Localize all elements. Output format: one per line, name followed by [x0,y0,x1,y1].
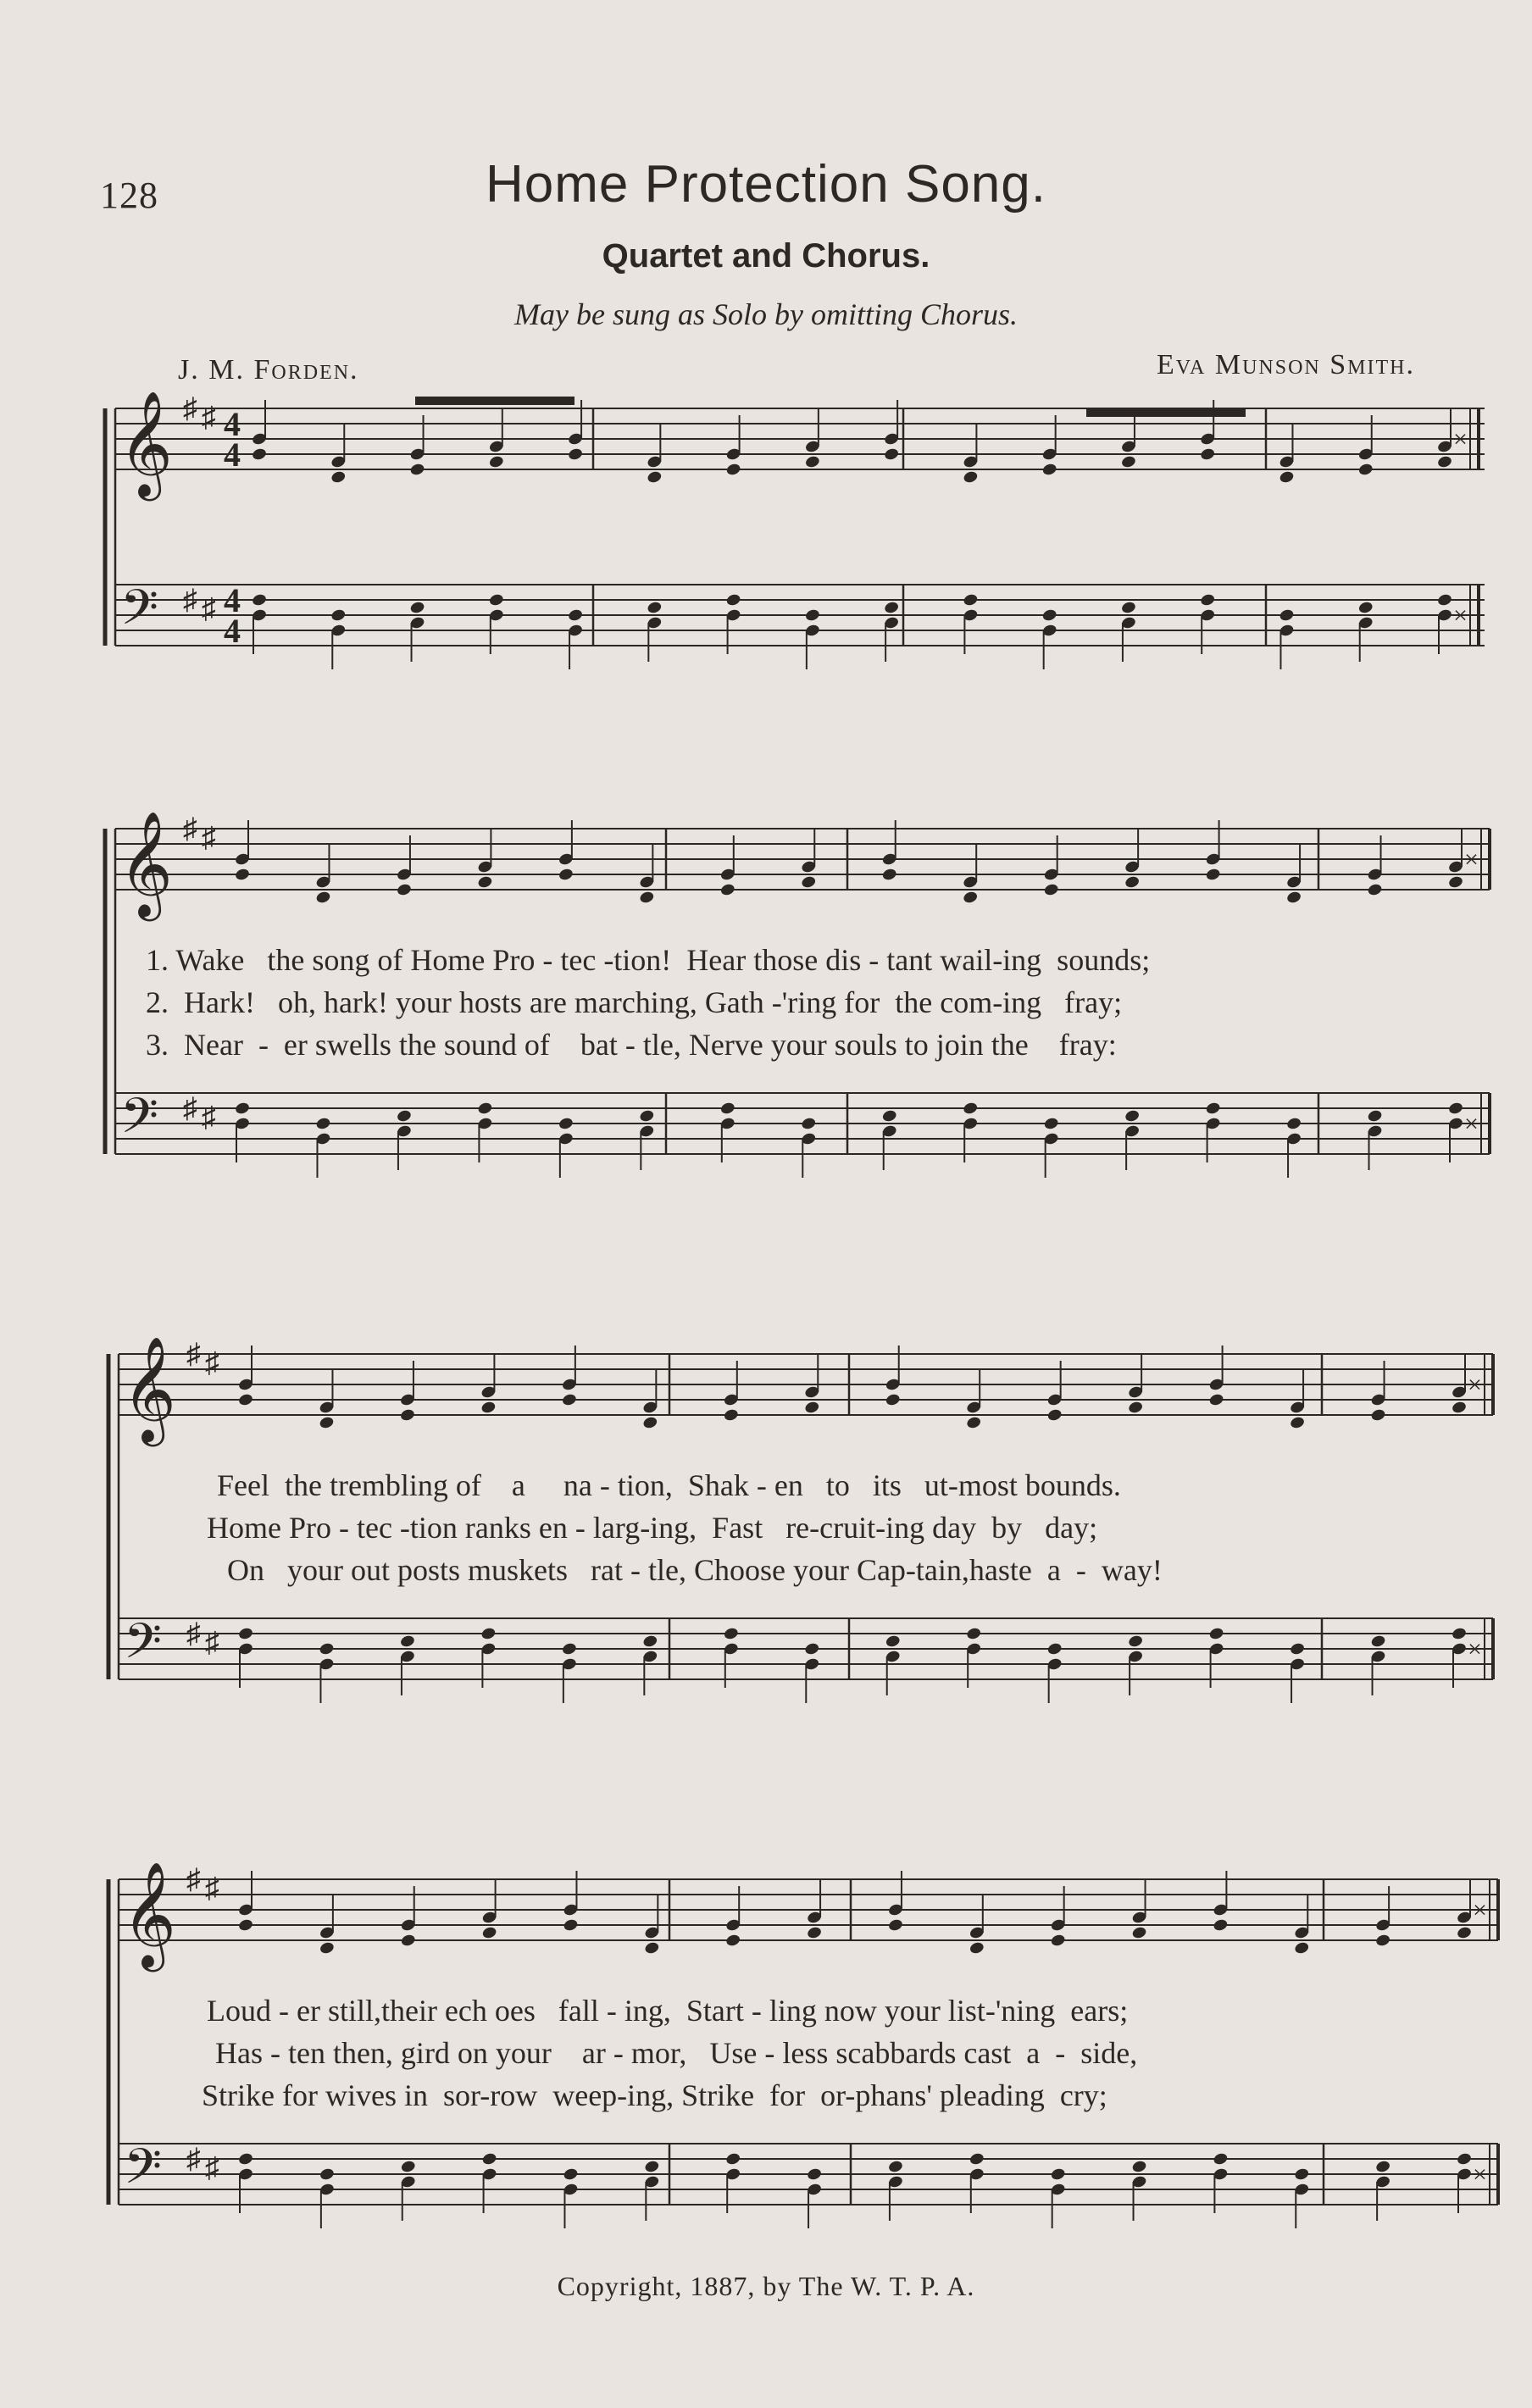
lyric-line-verse-1: 1. Wake the song of Home Pro - tec -tion! Hear those dis - tant wail-ing sounds; [146,943,1151,977]
note-head [481,2152,497,2167]
note-head [884,447,900,462]
note-head [1205,868,1221,882]
note-head [1456,2152,1472,2167]
note-head [234,1101,250,1116]
note-head [642,1416,658,1430]
note-head [330,470,347,485]
note-head [725,1934,741,1948]
note-head [563,2167,579,2182]
note-head [1131,2160,1147,2174]
rest-icon: × [1468,1371,1482,1399]
sharp-sign-icon: ♯ [186,1864,201,1896]
note-head [1367,1109,1383,1124]
note-head [1451,1627,1467,1641]
note-head [644,1941,660,1956]
note-head [1289,1642,1305,1656]
note-head [396,883,412,897]
note-head [966,1416,982,1430]
note-head [804,608,820,623]
note-head [477,1101,493,1116]
note-head [725,2152,741,2167]
note-head [567,447,583,462]
note-head [725,593,741,608]
note-head [1200,593,1216,608]
lyric-line-verse-1: Loud - er still,their ech oes fall - ing, Start - ling now your list-'ning ears; [207,1994,1129,2028]
sharp-sign-icon: ♯ [183,813,197,846]
note-head [881,1109,897,1124]
note-head [969,2152,985,2167]
note-head [1124,875,1141,890]
note-head [801,1117,817,1131]
note-head [1357,601,1374,615]
bass-clef-icon: 𝄢 [120,579,159,648]
note-head [806,1926,822,1940]
page-number: 128 [100,175,158,216]
note-head [719,1101,735,1116]
note-head [319,1416,335,1430]
lyric-line-verse-3: 3. Near - er swells the sound of bat - tle, Nerve your souls to join the fray: [146,1028,1117,1062]
treble-clef-icon: 𝄞 [119,811,173,917]
note-head [409,463,425,477]
sharp-sign-icon: ♯ [183,585,197,617]
rest-icon: × [1464,1110,1479,1138]
note-head [1285,1117,1302,1131]
note-head [558,1117,574,1131]
note-head [1120,601,1136,615]
note-head [887,1918,903,1933]
note-head [1128,1401,1144,1415]
lyricist-credit: Eva Munson Smith. [1157,349,1415,380]
note-head [330,608,347,623]
note-head [400,2160,416,2174]
note-head [1357,463,1374,477]
note-head [963,470,979,485]
note-beam [415,397,574,405]
note-head [642,1634,658,1649]
note-head [237,2152,253,2167]
note-head [969,1941,985,1956]
note-head [1046,1408,1063,1423]
note-head [477,875,493,890]
bass-clef-icon: 𝄢 [124,2138,163,2207]
note-head [1447,875,1463,890]
note-head [481,1926,497,1940]
note-head [1208,1393,1224,1407]
note-head [963,891,979,905]
note-head [480,1401,497,1415]
note-head [399,1634,415,1649]
note-head [237,1627,253,1641]
sharp-sign-icon: ♯ [186,1339,201,1371]
note-head [1370,1634,1386,1649]
note-head [234,868,250,882]
note-head [1451,1401,1467,1415]
note-head [644,2160,660,2174]
performance-note: May be sung as Solo by omitting Chorus. [514,297,1018,331]
note-head [1213,2152,1229,2167]
note-head [1205,1101,1221,1116]
note-head [315,1117,331,1131]
note-head [1375,2160,1391,2174]
note-head [639,1109,655,1124]
lyric-line-verse-1: Feel the trembling of a na - tion, Shak - en to its ut-most bounds. [217,1468,1121,1502]
lyric-line-verse-3: On your out posts muskets rat - tle, Choose your Cap-tain,haste a - way! [227,1553,1163,1587]
rest-icon: × [1453,602,1468,630]
note-head [1370,1408,1386,1423]
note-head [1043,883,1059,897]
note-head [963,593,979,608]
note-head [647,470,663,485]
note-head [963,1101,979,1116]
rest-icon: × [1473,2161,1487,2189]
note-head [1046,1642,1063,1656]
note-head [561,1393,577,1407]
sharp-sign-icon: ♯ [186,1618,201,1651]
note-head [647,601,663,615]
note-head [723,1408,739,1423]
song-title: Home Protection Song. [485,155,1046,214]
sharp-sign-icon: ♯ [205,2152,219,2184]
note-head [1041,463,1057,477]
note-head [884,601,900,615]
note-head [1294,1941,1310,1956]
sharp-sign-icon: ♯ [183,393,197,425]
note-head [488,593,504,608]
sharp-sign-icon: ♯ [202,593,216,625]
sharp-sign-icon: ♯ [183,1093,197,1125]
note-head [251,447,267,462]
note-head [804,1401,820,1415]
note-head [1208,1627,1224,1641]
sharp-sign-icon: ♯ [205,1627,219,1659]
time-signature: 4 [224,436,241,474]
lyric-line-verse-2: Home Pro - tec -tion ranks en - larg-ing, Fast re-cruit-ing day by day; [207,1511,1098,1545]
note-head [237,1918,253,1933]
note-head [1120,455,1136,469]
note-head [563,1918,579,1933]
note-head [804,1642,820,1656]
note-head [966,1627,982,1641]
note-head [887,2160,903,2174]
note-head [801,875,817,890]
bass-clef-icon: 𝄢 [124,1612,163,1682]
composer-credit: J. M. Forden. [178,354,359,386]
note-head [885,1634,901,1649]
time-signature: 4 [224,581,241,619]
sharp-sign-icon: ♯ [202,402,216,434]
note-head [881,868,897,882]
note-head [1367,883,1383,897]
song-subtitle: Quartet and Chorus. [602,237,930,275]
note-head [1289,1416,1305,1430]
sharp-sign-icon: ♯ [205,1873,219,1905]
bass-clef-icon: 𝄢 [120,1087,159,1157]
note-head [400,1934,416,1948]
note-head [567,608,583,623]
note-head [561,1642,577,1656]
note-head [319,1941,335,1956]
rest-icon: × [1453,425,1468,453]
note-head [1050,2167,1066,2182]
note-head [1456,1926,1472,1940]
note-head [1375,1934,1391,1948]
sharp-sign-icon: ♯ [186,2144,201,2176]
note-head [396,1109,412,1124]
note-head [1294,2167,1310,2182]
note-head [251,593,267,608]
note-head [723,1627,739,1641]
note-head [1050,1934,1066,1948]
note-head [804,455,820,469]
note-head [885,1393,901,1407]
sharp-sign-icon: ♯ [202,822,216,854]
note-head [409,601,425,615]
sharp-sign-icon: ♯ [202,1101,216,1134]
note-head [480,1627,497,1641]
note-head [1124,1109,1141,1124]
note-head [488,455,504,469]
note-head [725,463,741,477]
note-head [1213,1918,1229,1933]
note-head [806,2167,822,2182]
note-head [1200,447,1216,462]
lyric-line-verse-3: Strike for wives in sor-row weep-ing, Strike for or-phans' pleading cry; [202,2078,1107,2112]
time-signature: 4 [224,612,241,650]
note-head [1436,455,1452,469]
rest-icon: × [1468,1635,1482,1663]
time-signature: 4 [224,405,241,443]
note-head [1131,1926,1147,1940]
note-beam [1086,408,1246,417]
note-head [639,891,655,905]
treble-clef-icon: 𝄞 [122,1336,176,1442]
note-head [558,868,574,882]
note-head [315,891,331,905]
note-head [1128,1634,1144,1649]
note-head [1436,593,1452,608]
note-head [719,883,735,897]
treble-clef-icon: 𝄞 [122,1861,176,1967]
note-head [319,2167,335,2182]
rest-icon: × [1473,1896,1487,1924]
note-head [1279,470,1295,485]
lyric-line-verse-2: 2. Hark! oh, hark! your hosts are marching, Gath -'ring for the com-ing fray; [146,985,1123,1019]
note-head [1447,1101,1463,1116]
note-head [1279,608,1295,623]
note-head [319,1642,335,1656]
sharp-sign-icon: ♯ [205,1347,219,1379]
copyright-notice: Copyright, 1887, by The W. T. P. A. [557,2271,975,2301]
lyric-line-verse-2: Has - ten then, gird on your ar - mor, Use - less scabbards cast a - side, [215,2036,1138,2070]
rest-icon: × [1464,846,1479,874]
note-head [399,1408,415,1423]
note-head [1043,1117,1059,1131]
treble-clef-icon: 𝄞 [119,391,173,497]
note-head [237,1393,253,1407]
note-head [1285,891,1302,905]
note-head [1041,608,1057,623]
